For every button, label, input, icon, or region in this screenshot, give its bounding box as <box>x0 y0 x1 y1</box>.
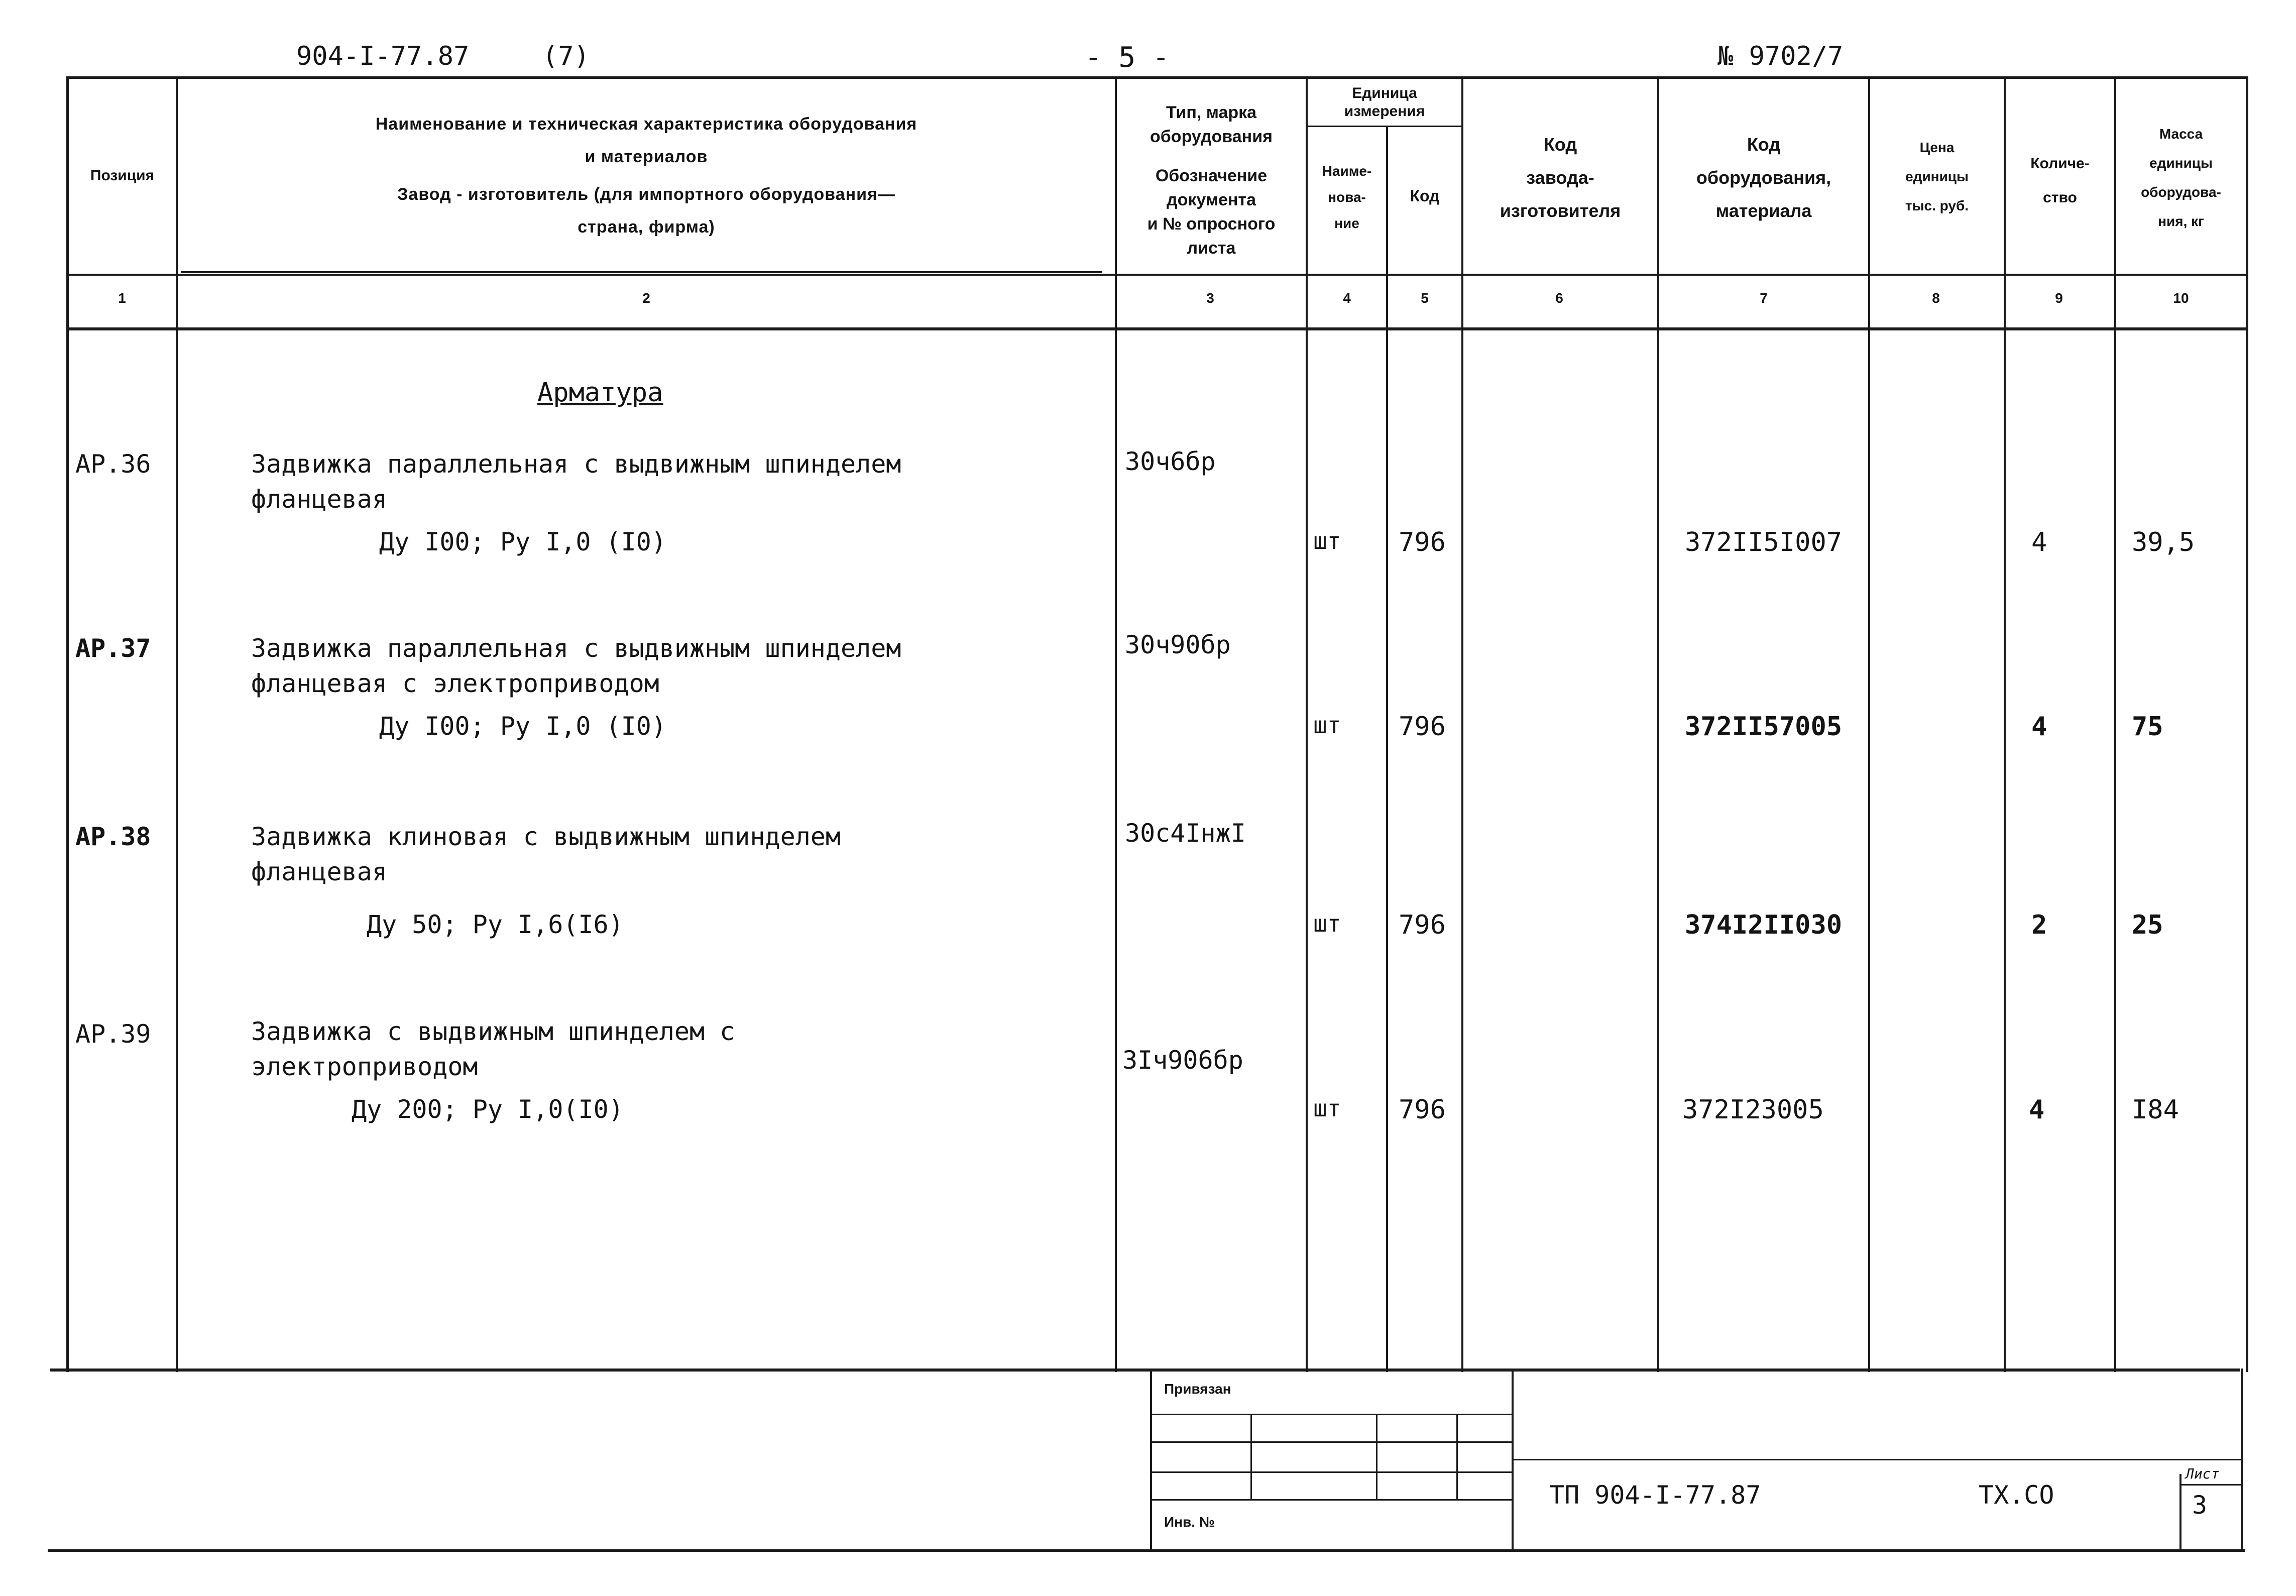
header-type-line6: листа <box>1187 239 1236 258</box>
row-name-line1: Задвижка клиновая с выдвижным шпинделем <box>251 822 841 851</box>
header-maker-code-line3: изготовителя <box>1500 200 1621 221</box>
stamp-grid-v1 <box>1250 1414 1252 1499</box>
row-unit: шт <box>1313 527 1341 554</box>
row-spec: Ду I00; Ру I,0 (I0) <box>379 527 666 556</box>
row-type: 30ч6бр <box>1125 447 1216 476</box>
header-mass-line2: единицы <box>2149 155 2213 171</box>
col-line-6 <box>1657 76 1659 1372</box>
header-maker-code <box>1463 128 1657 227</box>
header-position: Позиция <box>90 167 155 184</box>
stamp-grid-v3 <box>1456 1414 1458 1499</box>
col-number-2: 2 <box>642 290 650 306</box>
stamp-grid-h1 <box>1152 1414 1512 1415</box>
row-unit-code: 796 <box>1399 1095 1446 1125</box>
col-line-5 <box>1461 76 1463 1372</box>
row-equipment-code: 374I2II030 <box>1685 910 1843 940</box>
row-equipment-code: 372I23005 <box>1682 1095 1824 1125</box>
header-equipment-code-line3: материала <box>1715 200 1812 221</box>
row-mass: I84 <box>2132 1095 2179 1125</box>
row-quantity: 4 <box>2029 1095 2045 1125</box>
col-line-7 <box>1868 76 1870 1372</box>
header-type <box>1117 100 1306 260</box>
header-type-line1: Тип, марка <box>1166 103 1257 122</box>
header-mass-line3: оборудова- <box>2141 184 2221 200</box>
header-quantity <box>2006 147 2114 215</box>
col-line-10 <box>2246 76 2248 1372</box>
stamp-grid-v2 <box>1376 1414 1377 1499</box>
header-equipment-code <box>1659 128 1868 227</box>
section-title: Арматура <box>537 378 663 408</box>
row-mass: 25 <box>2132 910 2163 940</box>
header-name-line1: Наименование и техническая характеристика оборудования <box>375 115 917 134</box>
header-mass-line1: Масса <box>2159 126 2203 142</box>
stamp-inventory-label: Инв. № <box>1164 1514 1215 1530</box>
col-line-0 <box>66 76 69 1372</box>
header-unit-line2: измерения <box>1344 103 1425 120</box>
row-name-line1: Задвижка с выдвижным шпинделем с <box>251 1017 735 1046</box>
row-name-line2: фланцевая с электроприводом <box>251 669 659 698</box>
table-top-border <box>66 76 2246 79</box>
col-number-1: 1 <box>118 290 126 306</box>
header-divider-name <box>181 271 1102 273</box>
row-position: АР.38 <box>75 822 151 851</box>
row-quantity: 2 <box>2031 910 2047 940</box>
header-unit-line1: Единица <box>1352 85 1417 101</box>
header-mass-line4: ния, кг <box>2158 213 2204 229</box>
row-name-line2: фланцевая <box>251 485 387 514</box>
row-spec: Ду I00; Ру I,0 (I0) <box>379 712 666 741</box>
stamp-sheet-number: 3 <box>2192 1491 2208 1520</box>
col-number-10: 10 <box>2173 290 2189 306</box>
row-type: 30ч90бр <box>1125 630 1231 659</box>
header-unit-code: Код <box>1410 187 1440 205</box>
row-name-line1: Задвижка параллельная с выдвижным шпинделем <box>251 634 901 663</box>
row-unit-code: 796 <box>1399 712 1446 742</box>
row-type: 30с4IнжI <box>1125 819 1246 848</box>
col-number-7: 7 <box>1760 290 1768 306</box>
row-position: АР.37 <box>75 634 151 663</box>
header-price-line3: тыс. руб. <box>1905 198 1969 213</box>
header-unit-name-line2: нова- <box>1328 189 1366 205</box>
col-line-4 <box>1386 126 1388 1372</box>
col-line-8 <box>2004 76 2006 1372</box>
header-name-line3: Завод - изготовитель (для импортного оборудования— <box>397 185 895 204</box>
sheet-bottom-border <box>48 1549 2245 1552</box>
col-number-3: 3 <box>1206 290 1214 306</box>
unit-header-divider <box>1306 126 1461 127</box>
header-type-line5: и № опросного <box>1147 214 1276 234</box>
col-number-5: 5 <box>1421 290 1429 306</box>
header-quantity-line1: Количе- <box>2030 155 2090 172</box>
row-unit: шт <box>1313 910 1341 937</box>
col-line-9 <box>2114 76 2116 1372</box>
header-unit-name-line3: ние <box>1334 215 1359 231</box>
stamp-doc-code: ТП 904-I-77.87 <box>1549 1480 1761 1510</box>
archive-number: № 9702/7 <box>1717 41 1844 71</box>
stamp-line-left <box>1150 1369 1152 1550</box>
row-spec: Ду 200; Ру I,0(I0) <box>352 1095 624 1124</box>
stamp-grid-h3 <box>1152 1471 1512 1473</box>
header-maker-code-line1: Код <box>1543 134 1577 155</box>
col-number-9: 9 <box>2055 290 2063 306</box>
row-unit-code: 796 <box>1399 527 1446 557</box>
col-number-6: 6 <box>1555 290 1563 306</box>
header-unit <box>1308 84 1461 121</box>
header-mass <box>2116 120 2246 236</box>
row-unit: шт <box>1313 712 1341 739</box>
row-unit-code: 796 <box>1399 910 1446 940</box>
row-name-line1: Задвижка параллельная с выдвижным шпинделем <box>251 449 901 479</box>
header-price-line2: единицы <box>1905 169 1969 184</box>
row-equipment-code: 372II57005 <box>1685 712 1843 742</box>
header-quantity-line2: ство <box>2043 189 2077 206</box>
row-position: АР.36 <box>75 449 151 479</box>
stamp-doc-line <box>1514 1459 2242 1460</box>
row-spec: Ду 50; Ру I,6(I6) <box>367 910 624 939</box>
row-mass: 75 <box>2132 712 2163 742</box>
row-quantity: 4 <box>2031 712 2047 742</box>
stamp-grid-h2 <box>1152 1441 1512 1443</box>
header-maker-code-line2: завода- <box>1526 167 1594 188</box>
col-line-3 <box>1306 76 1308 1372</box>
stamp-mark: ТХ.СО <box>1979 1480 2054 1510</box>
header-name-line2: и материалов <box>585 147 708 166</box>
table-bottom-border <box>50 1369 2240 1372</box>
header-price <box>1870 133 2004 220</box>
row-unit: шт <box>1313 1095 1341 1122</box>
doc-part: (7) <box>542 41 590 71</box>
col-number-8: 8 <box>1932 290 1940 306</box>
doc-code: 904-I-77.87 <box>296 41 470 71</box>
row-position: АР.39 <box>75 1019 151 1049</box>
header-name-line4: страна, фирма) <box>578 217 715 237</box>
row-name-line2: фланцевая <box>251 857 387 886</box>
header-type-gap <box>1117 149 1306 164</box>
col-line-1 <box>176 76 178 1372</box>
header-price-line1: Цена <box>1919 140 1955 155</box>
header-divider <box>66 274 2246 276</box>
row-type: 3Iч906бр <box>1122 1046 1243 1075</box>
col-line-2 <box>1115 76 1117 1372</box>
header-type-line2: оборудования <box>1150 127 1273 146</box>
page-number: - 5 - <box>1085 41 1170 74</box>
col-number-4: 4 <box>1343 290 1351 306</box>
row-name-line2: электроприводом <box>251 1052 478 1081</box>
header-equipment-code-line1: Код <box>1747 134 1781 155</box>
col-number-divider <box>66 327 2246 330</box>
stamp-sheet-label: Лист <box>2186 1465 2220 1482</box>
row-mass: 39,5 <box>2132 527 2195 557</box>
header-type-line3: Обозначение <box>1155 166 1268 185</box>
row-equipment-code: 372II5I007 <box>1685 527 1843 557</box>
stamp-sheet-divider <box>2179 1484 2242 1486</box>
header-type-line4: документа <box>1167 190 1256 209</box>
header-unit-name <box>1308 158 1386 237</box>
stamp-grid-h4 <box>1152 1499 1512 1501</box>
row-quantity: 4 <box>2031 527 2047 557</box>
header-equipment-code-line2: оборудования, <box>1696 167 1831 188</box>
stamp-bound-label: Привязан <box>1164 1381 1231 1397</box>
header-unit-name-line1: Наиме- <box>1322 163 1372 179</box>
